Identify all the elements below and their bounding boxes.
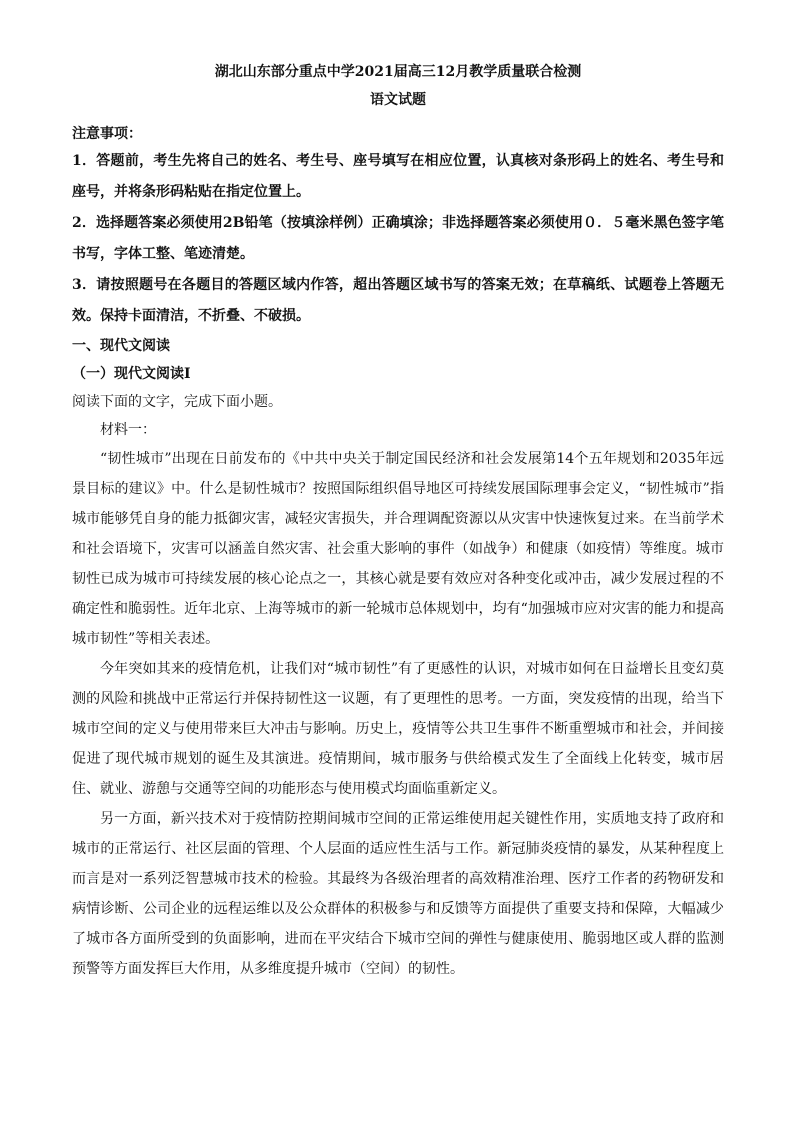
body-paragraph: 另一方面，新兴技术对于疫情防控期间城市空间的正常运维使用起关键性作用，实质地支持了政府和城市的正常运行、社区层面的管理、个人层面的适应性生活与工作。新冠肺炎疫情的暴发，从某种程度上而言是对一系列泛智慧城市技术的检验。其最终为各级治理者的高效精准治理、医疗工作者的药物研发和病情诊断、公司企业的远程运维以及公众群体的积极参与和反馈等方面提供了重要支持和保障，大幅减少了城市各方面所受到的负面影响，进而在平灾结合下城市空间的弹性与健康使用、脆弱地区或人群的监测预警等方面发挥巨大作用，从多维度提升城市（空间）的韧性。 <box>72 811 724 977</box>
body-paragraph: “韧性城市”出现在日前发布的《中共中央关于制定国民经济和社会发展第14个五年规划和2035年远景目标的建议》中。什么是韧性城市？按照国际组织倡导地区可持续发展国际理事会定义，“韧性城市”指城市能够凭自身的能力抵御灾害，减轻灾害损失，并合理调配资源以从灾害中快速恢复过来。在当前学术和社会语境下，灾害可以涵盖自然灾害、社会重大影响的事件（如战争）和健康（如疫情）等维度。城市韧性已成为城市可持续发展的核心论点之一，其核心就是要有效应对各种变化或冲击，减少发展过程的不确定性和脆弱性。近年北京、上海等城市的新一轮城市总体规划中，均有“加强城市应对灾害的能力和提高城市韧性”等相关表述。 <box>72 451 724 647</box>
exam-title: 湖北山东部分重点中学2021届高三12月教学质量联合检测 <box>214 64 582 80</box>
body-paragraph: 今年突如其来的疫情危机，让我们对“城市韧性”有了更感性的认识，对城市如何在日益增长且变幻莫测的风险和挑战中正常运行并保持韧性这一议题，有了更理性的思考。一方面，突发疫情的出现，给当下城市空间的定义与使用带来巨大冲击与影响。历史上，疫情等公共卫生事件不断重塑城市和社会，并间接促进了现代城市规划的诞生及其演进。疫情期间，城市服务与供给模式发生了全面线上化转变，城市居住、就业、游憩与交通等空间的功能形态与使用模式均面临重新定义。 <box>72 661 724 797</box>
subsection-heading: （一）现代文阅读Ⅰ <box>72 366 191 382</box>
reading-instruction: 阅读下面的文字，完成下面小题。 <box>72 394 282 410</box>
notice-item: 3．请按照题号在各题目的答题区域内作答，超出答题区域书写的答案无效；在草稿纸、试题卷上答题无效。保持卡面清洁，不折叠、不破损。 <box>72 277 724 324</box>
exam-subtitle: 语文试题 <box>370 92 426 108</box>
document-page <box>72 62 724 984</box>
notice-item: 1．答题前，考生先将自己的姓名、考生号、座号填写在相应位置，认真核对条形码上的姓名、考生号和座号，并将条形码粘贴在指定位置上。 <box>72 153 724 200</box>
notice-heading: 注意事项： <box>72 126 142 142</box>
notice-item: 2．选择题答案必须使用2B铅笔（按填涂样例）正确填涂；非选择题答案必须使用０．５毫米黑色签字笔书写，字体工整、笔迹清楚。 <box>72 215 724 262</box>
section-heading: 一、现代文阅读 <box>72 338 170 354</box>
material-label: 材料一： <box>100 422 156 438</box>
